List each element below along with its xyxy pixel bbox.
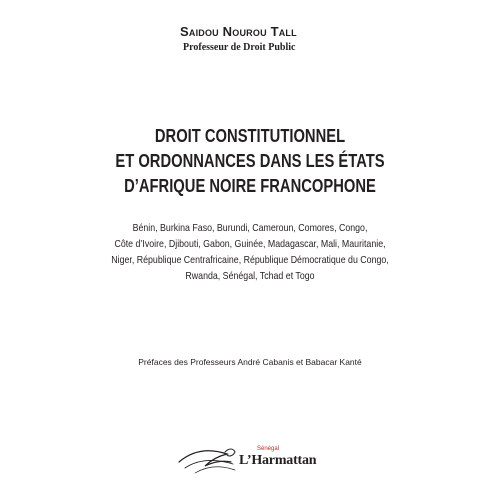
publisher-country: Sénégal [257,446,280,452]
author-role: Professeur de Droit Public [183,42,296,53]
author-name: Saidou Nourou Tall [180,24,297,39]
countries-line: Bénin, Burkina Faso, Burundi, Cameroun, Comores, Congo, [132,222,368,234]
countries-line: Niger, République Centrafricaine, République Démocratique du Congo, [111,254,389,266]
countries-list [40,220,460,284]
publisher-name: L’Harmattan [239,453,317,468]
publisher-logo [175,440,325,480]
prefaces-credit: Préfaces des Professeurs André Cabanis et Babacar Kanté [138,357,362,367]
book-title [45,124,455,199]
title-line: D’AFRIQUE NOIRE FRANCOPHONE [124,176,376,196]
countries-line: Rwanda, Sénégal, Tchad et Togo [185,270,315,282]
title-line: DROIT CONSTITUTIONNEL [154,126,346,146]
title-line: ET ORDONNANCES DANS LES ÉTATS [115,151,385,171]
countries-line: Côte d’Ivoire, Djibouti, Gabon, Guinée, Madagascar, Mali, Mauritanie, [114,238,386,250]
